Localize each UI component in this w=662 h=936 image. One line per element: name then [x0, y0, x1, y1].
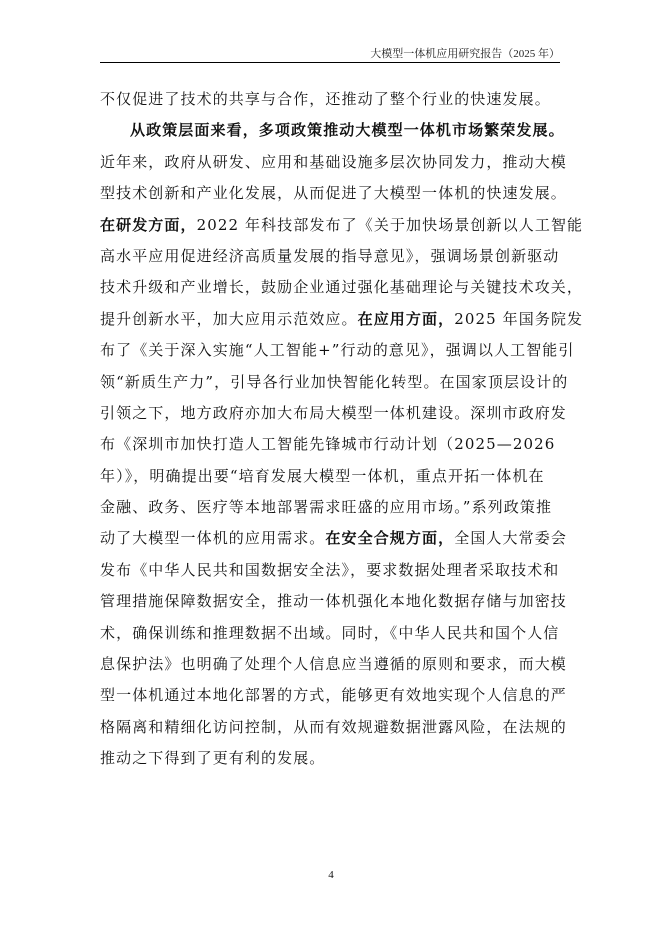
text-run: 型一体机通过本地化部署的方式，能够更有效地实现个人信息的严 [100, 686, 567, 705]
text-run: 发布《中华人民共和国数据安全法》，要求数据处理者采取技术和 [100, 560, 560, 579]
text-run: 全国人大常委会 [454, 529, 567, 548]
text-line [100, 492, 562, 523]
text-line [100, 335, 575, 366]
page-number: 4 [328, 869, 334, 881]
text-line [100, 523, 567, 554]
text-run: 引领之下，地方政府亦加大布局大模型一体机建设。深圳市政府发 [100, 403, 567, 422]
text-run: 不仅促进了技术的共享与合作，还推动了整个行业的快速发展。 [100, 90, 551, 108]
text-run: 2025 年国务院发 [454, 309, 584, 328]
text-run: 术，确保训练和推理数据不出域。同时，《中华人民共和国个人信 [100, 623, 560, 642]
text-line [100, 743, 562, 774]
text-run: 近年来，政府从研发、应用和基础设施多层次协同发力，推动大模 [100, 152, 567, 171]
text-line [100, 586, 567, 617]
bold-run: 在安全合规方面， [325, 529, 455, 548]
bold-run: 在应用方面， [357, 309, 455, 328]
text-line [100, 84, 562, 115]
text-line [100, 680, 567, 711]
text-run: 管理措施保障数据安全，推动一体机强化本地化数据存储与加密技 [100, 592, 567, 611]
text-line [100, 555, 562, 586]
text-run: 布了《关于深入实施“人工智能+”行动的意见》，强调以人工智能引 [100, 341, 575, 360]
text-run: 领“新质生产力”，引导各行业加快智能化转型。在国家顶层设计的 [100, 372, 569, 391]
text-line [100, 178, 567, 209]
text-run: 金融、政务、医疗等本地部署需求旺盛的应用市场。”系列政策推 [100, 498, 553, 517]
text-line [100, 304, 584, 335]
bold-run: 在研发方面， [100, 215, 197, 234]
text-line [100, 272, 584, 303]
text-run: 高水平应用促进经济高质量发展的指导意见》，强调场景创新驱动 [100, 246, 560, 265]
text-run: 推动之下得到了更有利的发展。 [100, 749, 326, 768]
text-line [100, 210, 584, 241]
text-run: 格隔离和精细化访问控制，从而有效规避数据泄露风险，在法规的 [100, 717, 567, 736]
bold-run: 从政策层面来看，多项政策推动大模型一体机市场繁荣发展。 [130, 121, 565, 140]
text-line [100, 241, 562, 272]
body-text [100, 84, 584, 775]
text-line [100, 429, 562, 460]
text-run: 2022 年科技部发布了《关于加快场景创新以人工智能 [196, 215, 584, 234]
text-run: 年）》，明确提出要“培育发展大模型一体机，重点开拓一体机在 [100, 466, 545, 485]
text-run: 提升创新水平，加大应用示范效应。 [100, 309, 358, 328]
text-line [100, 367, 569, 398]
text-line [100, 147, 567, 178]
text-line [100, 398, 567, 429]
text-line [100, 618, 562, 649]
text-run: 动了大模型一体机的应用需求。 [100, 529, 326, 548]
running-header: 大模型一体机应用研究报告（2025 年） [370, 48, 560, 60]
header-divider [100, 62, 560, 63]
text-run: 布《深圳市加快打造人工智能先锋城市行动计划（2025—2026 [100, 435, 556, 454]
text-run: 息保护法》也明确了处理个人信息应当遵循的原则和要求，而大模 [100, 655, 567, 674]
text-run: 技术升级和产业增长，鼓励企业通过强化基础理论与关键技术攻关， [100, 278, 584, 297]
text-line [100, 461, 562, 492]
text-line [100, 115, 565, 146]
text-line [100, 712, 567, 743]
text-run: 型技术创新和产业化发展，从而促进了大模型一体机的快速发展。 [100, 184, 567, 203]
text-line [100, 649, 567, 680]
